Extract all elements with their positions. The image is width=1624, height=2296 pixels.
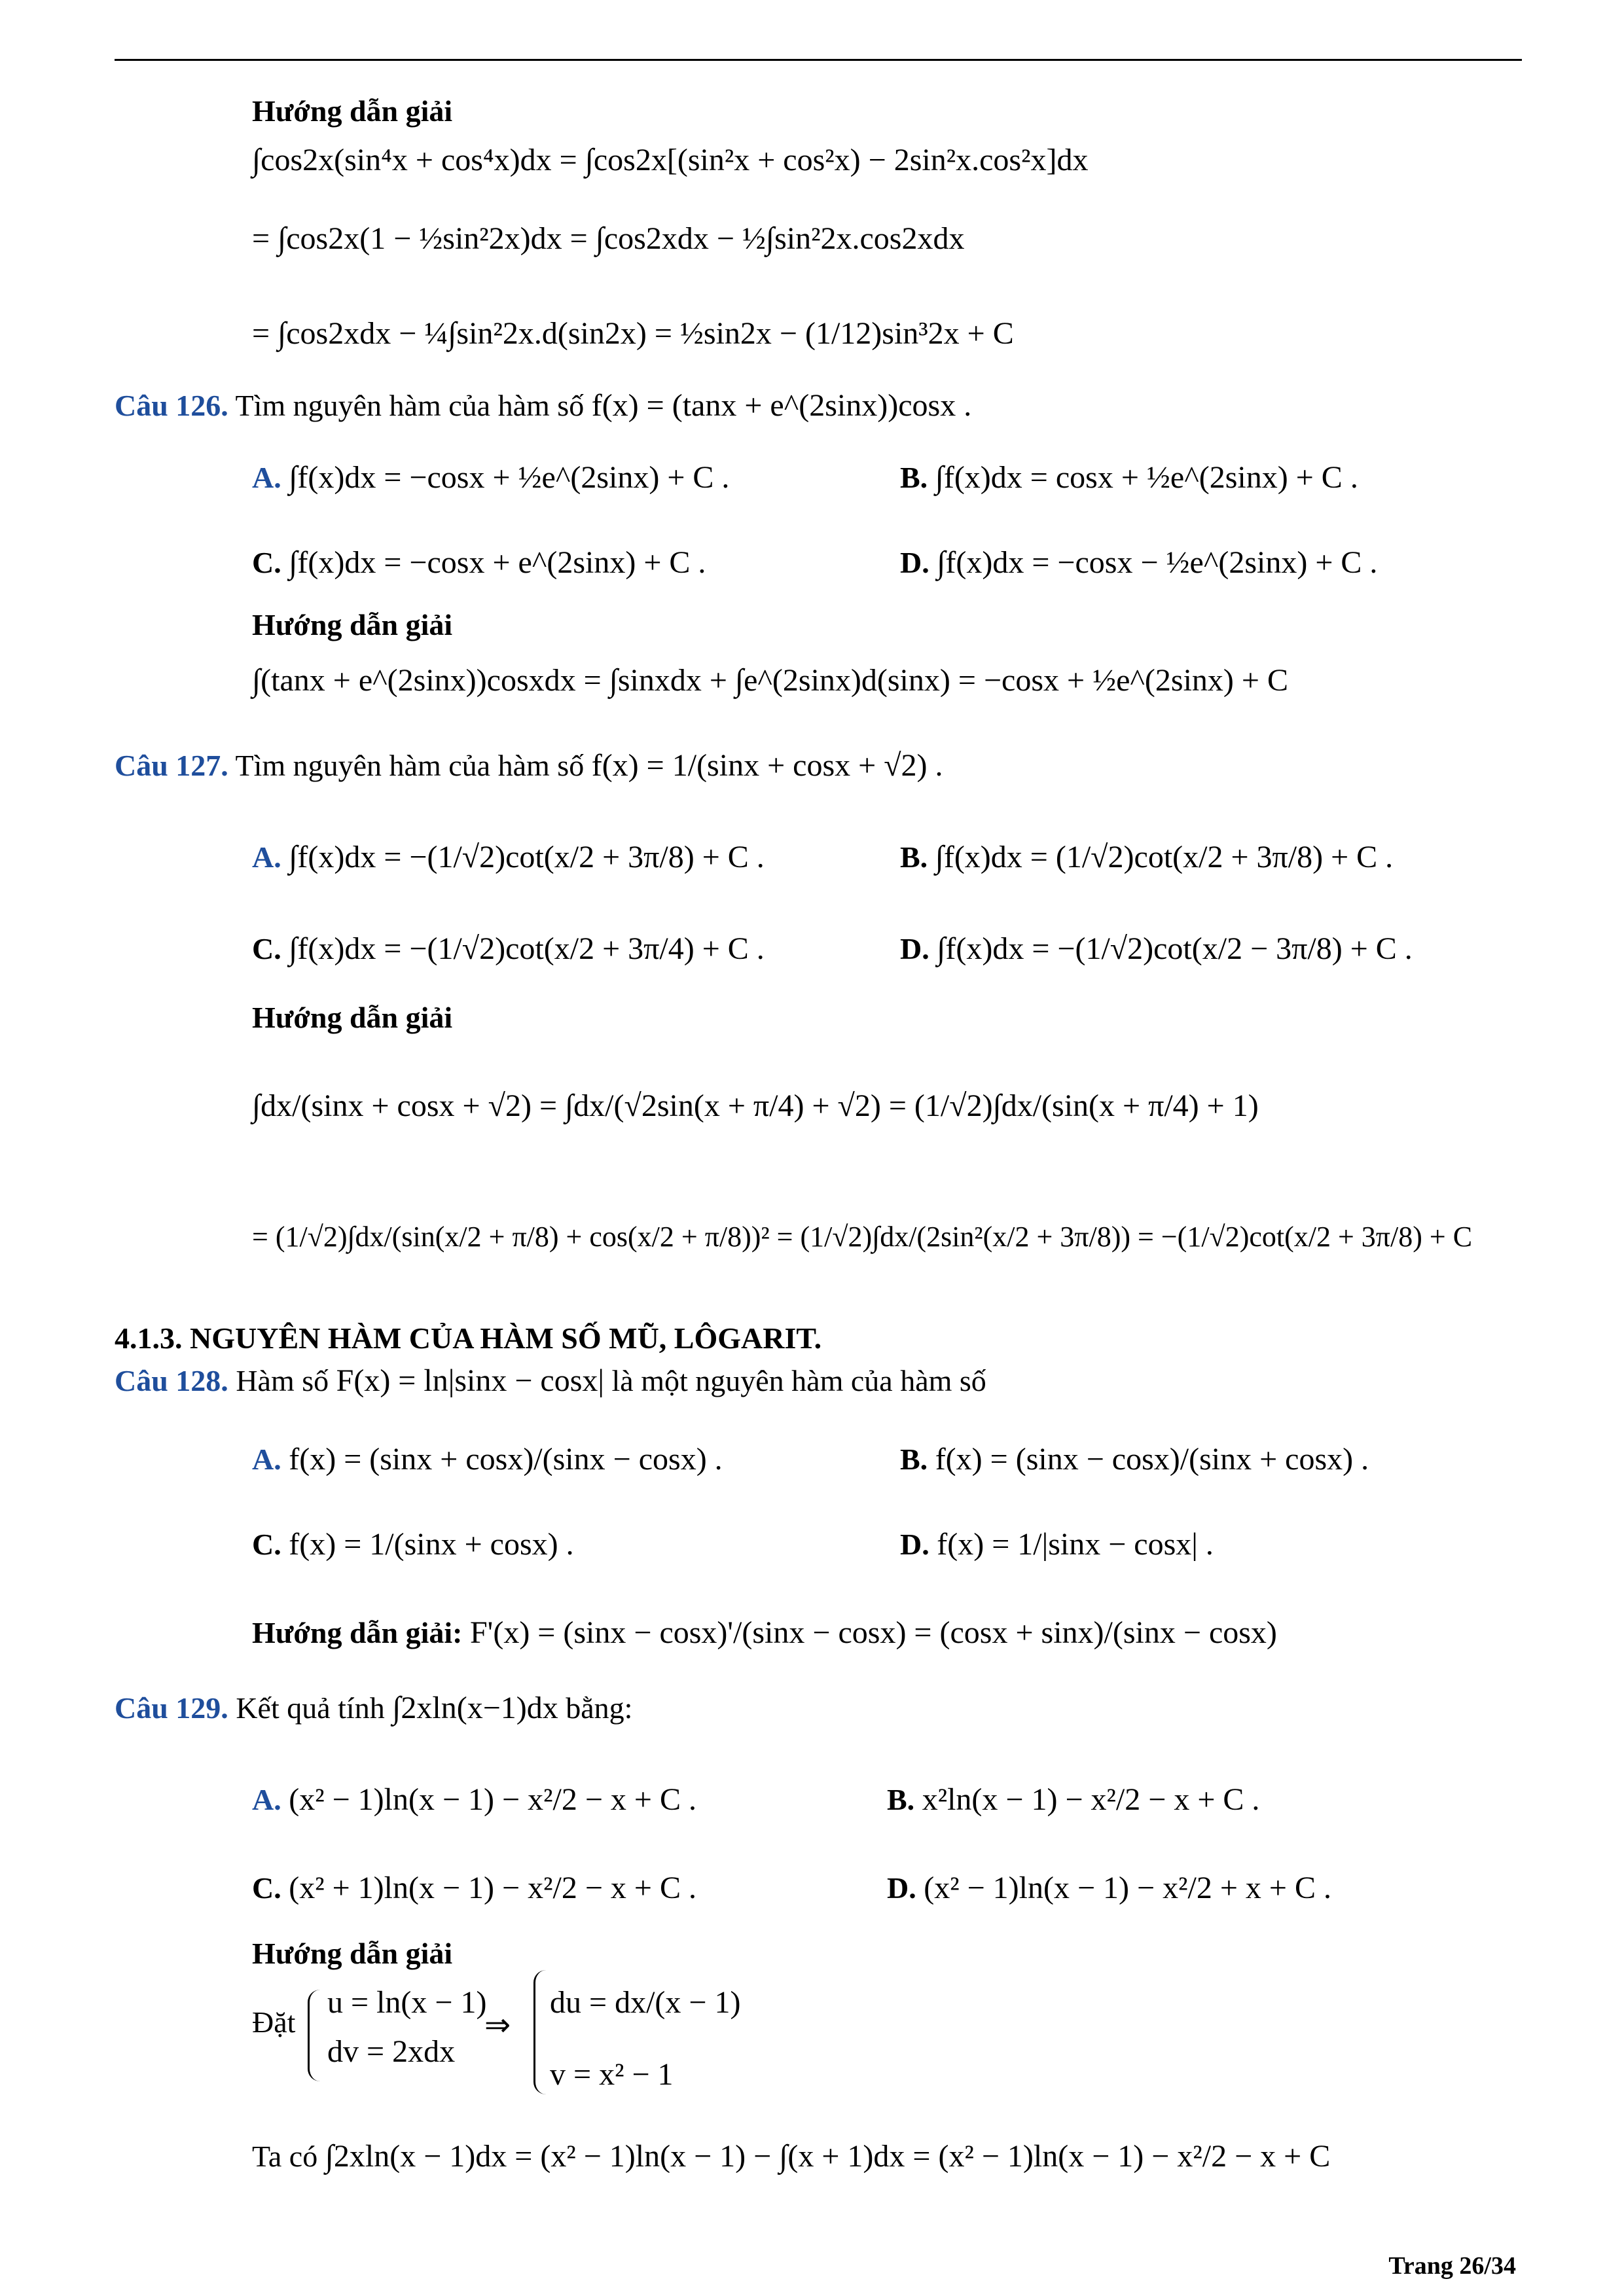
question-127 [115,746,943,785]
option-label: D. [900,546,929,579]
option-b [887,1780,1259,1820]
option-c [252,543,706,583]
substitution-du: du = dx/(x − 1) [550,1985,741,2020]
question-expr: ∫2xln(x−1)dx [392,1691,558,1725]
implies-arrow: ⇒ [484,2008,511,2043]
option-expr: (x² + 1)ln(x − 1) − x²/2 − x + C . [289,1871,696,1905]
left-brace [308,1990,320,2081]
substitution-label: Đặt [252,2005,296,2039]
option-expr: ∫f(x)dx = −(1/√2)cot(x/2 + 3π/8) + C . [289,840,765,874]
question-text: Tìm nguyên hàm của hàm số [235,749,585,782]
option-label: A. [252,1443,281,1476]
option-expr: f(x) = (sinx + cosx)/(sinx − cosx) . [289,1442,723,1477]
solution-heading: Hướng dẫn giải [252,1001,453,1034]
option-expr: f(x) = 1/|sinx − cosx| . [937,1527,1214,1562]
final-expr: ∫2xln(x − 1)dx = (x² − 1)ln(x − 1) − ∫(x + 1)dx = (x² − 1)ln(x − 1) − x²/2 − x + C [325,2139,1331,2174]
question-label: Câu 126. [115,389,228,422]
option-label: C. [252,1871,281,1905]
option-a [252,1780,696,1820]
option-c [252,929,765,969]
option-d [887,1869,1331,1908]
question-text: Kết quả tính [236,1691,385,1725]
option-d [900,1525,1214,1564]
question-126 [115,386,971,425]
substitution-u: u = ln(x − 1) [327,1985,487,2020]
solution-label: Hướng dẫn giải: [252,1616,463,1649]
option-label: D. [900,1528,929,1561]
option-label: B. [900,840,928,874]
solution-129-final [252,2137,1330,2176]
question-label: Câu 128. [115,1364,228,1397]
question-129 [115,1689,632,1728]
question-expr: F(x) = ln|sinx − cosx| [336,1363,604,1398]
question-text-tail: bằng: [566,1691,633,1725]
option-label: B. [900,461,928,494]
question-text: Hàm số [236,1364,329,1397]
option-expr: f(x) = (sinx − cosx)/(sinx + cosx) . [935,1442,1369,1477]
question-text-tail: là một nguyên hàm của hàm số [611,1364,986,1397]
section-heading: 4.1.3. NGUYÊN HÀM CỦA HÀM SỐ MŨ, LÔGARIT. [115,1321,822,1355]
option-expr: ∫f(x)dx = −cosx + ½e^(2sinx) + C . [289,460,730,495]
option-label: D. [900,932,929,965]
question-expr: f(x) = (tanx + e^(2sinx))cosx . [591,388,972,423]
header-rule [115,59,1522,61]
option-a [252,1440,723,1479]
substitution-dv: dv = 2xdx [327,2034,456,2069]
option-a [252,458,729,497]
page-number: Trang 26/34 [1388,2252,1516,2280]
option-label: A. [252,840,281,874]
option-expr: ∫f(x)dx = −cosx − ½e^(2sinx) + C . [937,545,1378,580]
option-c [252,1869,696,1908]
option-label: A. [252,461,281,494]
question-label: Câu 127. [115,749,228,782]
substitution-v: v = x² − 1 [550,2057,674,2092]
final-label: Ta có [252,2140,318,2173]
option-expr: (x² − 1)ln(x − 1) − x²/2 + x + C . [924,1871,1331,1905]
question-expr: f(x) = 1/(sinx + cosx + √2) . [591,748,943,783]
solution-expr: F'(x) = (sinx − cosx)'/(sinx − cosx) = (cosx + sinx)/(sinx − cosx) [469,1615,1277,1650]
prev-solution-line-1: ∫cos2x(sin⁴x + cos⁴x)dx = ∫cos2x[(sin²x + cos²x) − 2sin²x.cos²x]dx [252,143,1089,177]
option-expr: ∫f(x)dx = −(1/√2)cot(x/2 − 3π/8) + C . [937,931,1413,966]
option-label: B. [900,1443,928,1476]
option-expr: f(x) = 1/(sinx + cosx) . [289,1527,574,1562]
option-c [252,1525,574,1564]
option-label: C. [252,546,281,579]
left-brace [533,1970,546,2094]
option-b [900,1440,1369,1479]
solution-heading: Hướng dẫn giải [252,1937,453,1970]
option-expr: ∫f(x)dx = (1/√2)cot(x/2 + 3π/8) + C . [935,840,1394,874]
option-label: C. [252,932,281,965]
prev-solution-line-2: = ∫cos2x(1 − ½sin²2x)dx = ∫cos2xdx − ½∫sin²2x.cos2xdx [252,221,965,256]
option-expr: (x² − 1)ln(x − 1) − x²/2 − x + C . [289,1782,696,1817]
solution-heading: Hướng dẫn giải [252,608,453,641]
option-d [900,543,1377,583]
solution-127-line-2: = (1/√2)∫dx/(sin(x/2 + π/8) + cos(x/2 + π/8))² = (1/√2)∫dx/(2sin²(x/2 + 3π/8)) = −(1/√2)cot(x/2 + 3π/8) + C [252,1221,1473,1253]
prev-solution-line-3: = ∫cos2xdx − ¼∫sin²2x.d(sin2x) = ½sin2x − (1/12)sin³2x + C [252,316,1014,351]
solution-127-line-1: ∫dx/(sinx + cosx + √2) = ∫dx/(√2sin(x + π/4) + √2) = (1/√2)∫dx/(sin(x + π/4) + 1) [252,1088,1259,1123]
option-label: B. [887,1783,915,1816]
option-label: C. [252,1528,281,1561]
option-label: A. [252,1783,281,1816]
option-b [900,458,1358,497]
solution-128 [252,1613,1277,1653]
option-expr: ∫f(x)dx = cosx + ½e^(2sinx) + C . [935,460,1358,495]
option-a [252,838,765,877]
question-128 [115,1361,986,1401]
option-expr: ∫f(x)dx = −cosx + e^(2sinx) + C . [289,545,706,580]
option-b [900,838,1393,877]
option-expr: x²ln(x − 1) − x²/2 − x + C . [922,1782,1260,1817]
option-d [900,929,1413,969]
option-label: D. [887,1871,916,1905]
question-label: Câu 129. [115,1691,228,1725]
solution-126: ∫(tanx + e^(2sinx))cosxdx = ∫sinxdx + ∫e^(2sinx)d(sinx) = −cosx + ½e^(2sinx) + C [252,663,1288,698]
solution-heading: Hướng dẫn giải [252,94,453,128]
question-text: Tìm nguyên hàm của hàm số [235,389,585,422]
option-expr: ∫f(x)dx = −(1/√2)cot(x/2 + 3π/4) + C . [289,931,765,966]
